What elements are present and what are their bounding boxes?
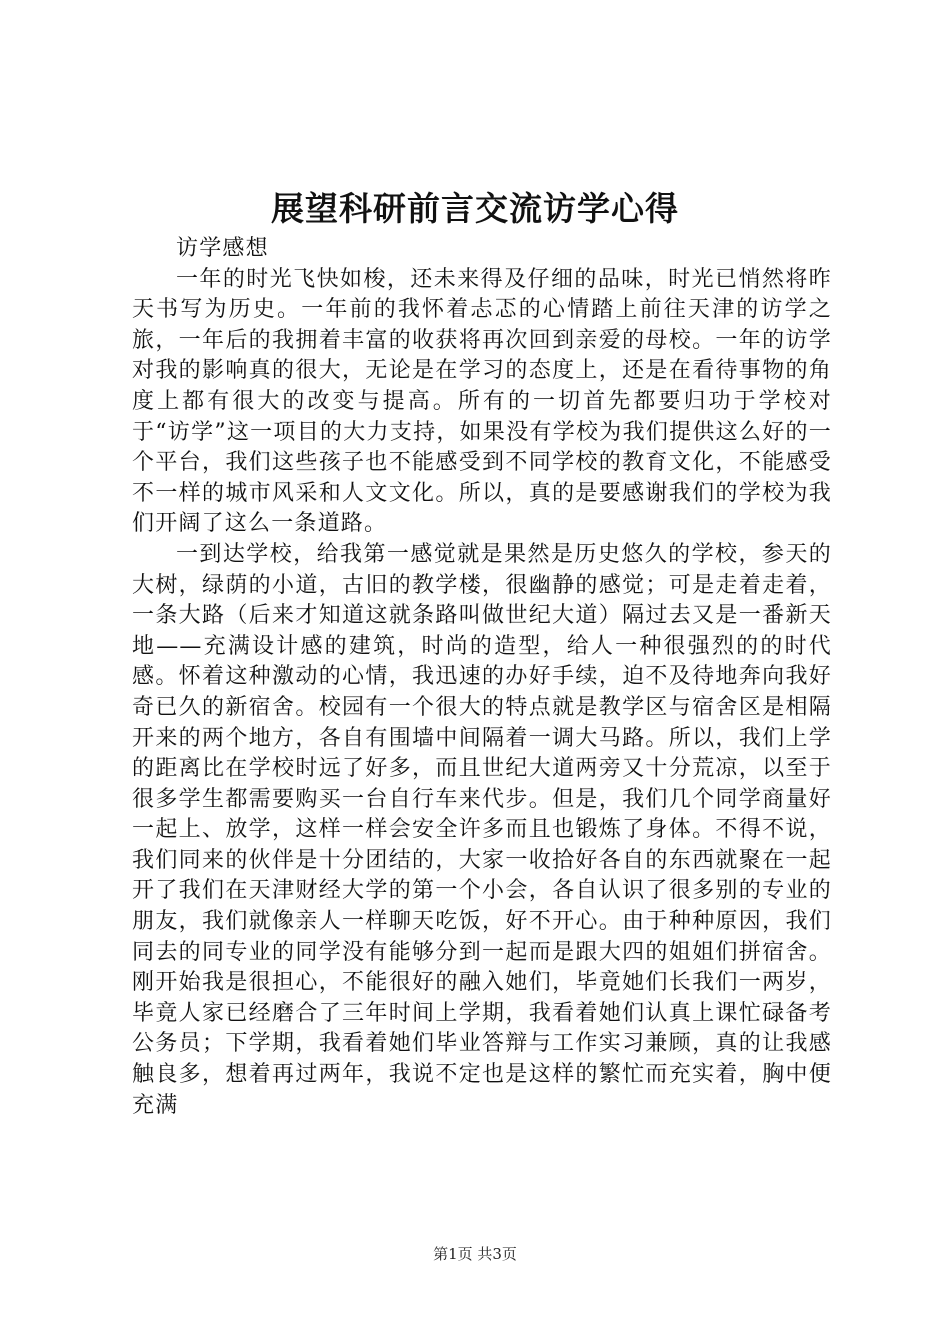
paragraph-2: 一到达学校，给我第一感觉就是果然是历史悠久的学校，参天的大树，绿荫的小道，古旧的教学楼，很幽静的感觉；可是走着走着，一条大路（后来才知道这就条路叫做世纪大道）隔过去又是一番新天地——充满设计感的建筑，时尚的造型，给人一种很强烈的的时代感。怀着这种激动的心情，我迅速的办好手续，迫不及待地奔向我好奇已久的新宿舍。校园有一个很大的特点就是教学区与宿舍区是相隔开来的两个地方，各自有围墙中间隔着一调大马路。所以，我们上学的距离比在学校时远了好多，而且世纪大道两旁又十分荒凉，以至于很多学生都需要购买一台自行车来代步。但是，我们几个同学商量好一起上、放学，这样一样会安全许多而且也锻炼了身体。不得不说，我们同来的伙伴是十分团结的，大家一收拾好各自的东西就聚在一起开了我们在天津财经大学的第一个小会，各自认识了很多别的专业的朋友，我们就像亲人一样聊天吃饭，好不开心。由于种种原因，我们同去的同专业的同学没有能够分到一起而是跟大四的姐姐们拼宿舍。刚开始我是很担心，不能很好的融入她们，毕竟她们长我们一两岁，毕竟人家已经磨合了三年时间上学期，我看着她们认真上课忙碌备考公务员；下学期，我看着她们毕业答辩与工作实习兼顾，真的让我感触良多，想着再过两年，我说不定也是这样的繁忙而充实着，胸中便充满 — [132, 541, 832, 1118]
document-body — [132, 234, 832, 1121]
document-title: 展望科研前言交流访学心得 — [271, 189, 679, 228]
paragraph-1: 一年的时光飞快如梭，还未来得及仔细的品味，时光已悄然将昨天书写为历史。一年前的我怀着忐忑的心情踏上前往天津的访学之旅，一年后的我拥着丰富的收获将再次回到亲爱的母校。一年的访学对我的影响真的很大，无论是在学习的态度上，还是在看待事物的角度上都有很大的改变与提高。所有的一切首先都要归功于学校对于“访学”这一项目的大力支持，如果没有学校为我们提供这么好的一个平台，我们这些孩子也不能感受到不同学校的教育文化，不能感受不一样的城市风采和人文文化。所以，真的是要感谢我们的学校为我们开阔了这么一条道路。 — [132, 266, 832, 537]
subheading: 访学感想 — [176, 236, 269, 261]
page-footer: 第1页 共3页 — [433, 1245, 517, 1263]
